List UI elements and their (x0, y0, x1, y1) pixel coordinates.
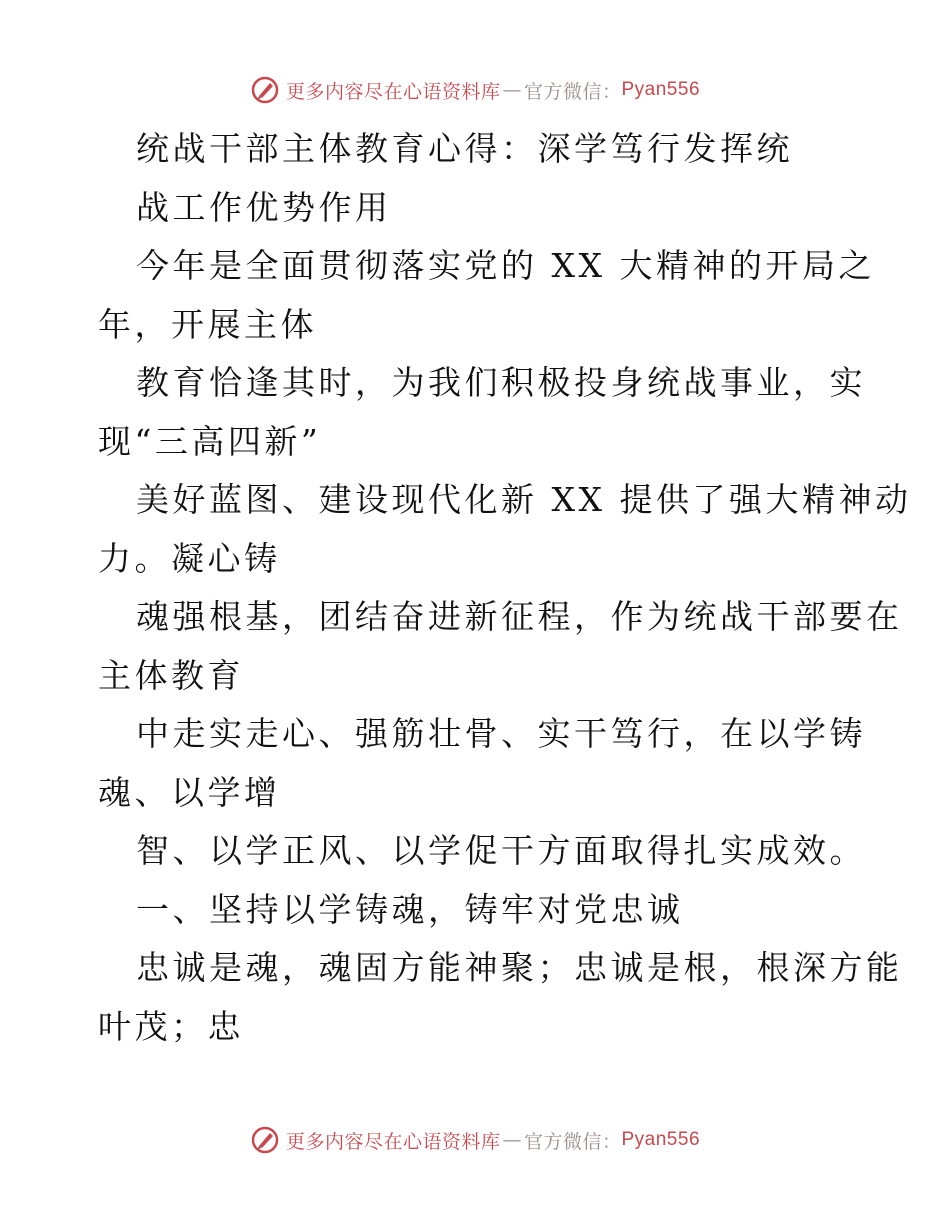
paragraph-line: 叶茂；忠 (98, 1006, 244, 1046)
footer-watermark (0, 1120, 950, 1160)
document-body (98, 120, 912, 1056)
header-watermark (0, 70, 950, 110)
paragraph-line: 魂、以学增 (98, 772, 281, 812)
watermark-separator: — (502, 79, 522, 101)
paragraph-line: 现“三高四新” (98, 421, 322, 461)
paragraph-line: 中走实走心、强筋壮骨、实干笃行，在以学铸 (136, 714, 866, 753)
watermark-account: Pyan556 (621, 1129, 701, 1150)
paragraph-line: 今年是全面贯彻落实党的 XX 大精神的开局之 (136, 246, 875, 285)
paragraph-line: 忠诚是魂，魂固方能神聚；忠诚是根，根深方能 (136, 948, 903, 987)
paragraph-line: 年，开展主体 (98, 304, 317, 344)
paragraph-line: 教育恰逢其时，为我们积极投身统战事业，实 (136, 363, 866, 402)
logo-icon (250, 75, 280, 105)
watermark-text: 更多内容尽在心语资料库 (285, 1130, 501, 1153)
document-title-line-2: 战工作优势作用 (136, 187, 392, 227)
document-title-line-1: 统战干部主体教育心得：深学笃行发挥统 (136, 129, 793, 168)
watermark-wechat-label: 官方微信： (523, 1130, 622, 1153)
paragraph-line: 力。凝心铸 (98, 538, 281, 578)
watermark-wechat-label: 官方微信： (523, 80, 622, 103)
paragraph-line: 美好蓝图、建设现代化新 XX 提供了强大精神动 (136, 480, 912, 519)
watermark-account: Pyan556 (621, 79, 701, 100)
paragraph-line: 智、以学正风、以学促干方面取得扎实成效。 (136, 831, 866, 870)
section-heading: 一、坚持以学铸魂，铸牢对党忠诚 (136, 889, 684, 929)
watermark-separator: — (502, 1129, 522, 1151)
paragraph-line: 魂强根基，团结奋进新征程，作为统战干部要在 (136, 597, 903, 636)
paragraph-line: 主体教育 (98, 655, 244, 695)
watermark-text: 更多内容尽在心语资料库 (285, 80, 501, 103)
logo-icon (250, 1125, 280, 1155)
